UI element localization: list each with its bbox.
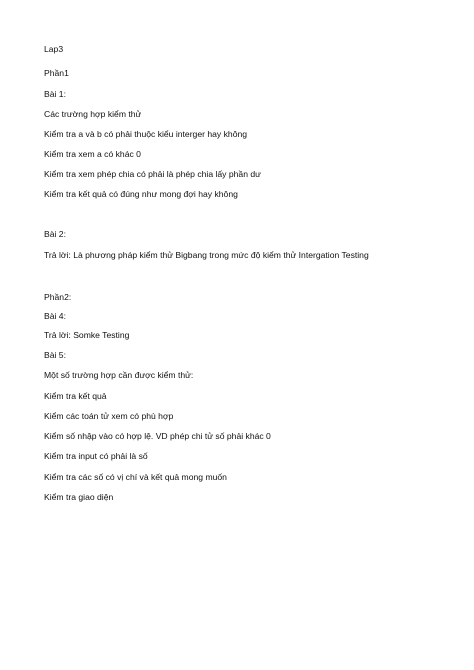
exercise5-item: Kiểm các toán tử xem có phù hợp <box>44 411 174 421</box>
exercise5-item: Kiểm tra giao diện <box>44 492 114 502</box>
exercise4-answer: Trả lời: Somke Testing <box>44 330 130 340</box>
exercise5-item: Kiểm tra input có phải là số <box>44 451 148 461</box>
exercise4-label: Bài 4: <box>44 311 66 321</box>
exercise1-label: Bài 1: <box>44 89 66 99</box>
exercise1-item: Kiểm tra a và b có phải thuộc kiểu interger hay không <box>44 129 248 139</box>
exercise1-item: Kiểm tra kết quả có đúng như mong đợi hay không <box>44 189 238 199</box>
exercise5-label: Bài 5: <box>44 350 66 360</box>
exercise1-item: Kiểm tra xem phép chia có phải là phép chia lấy phần dư <box>44 169 261 179</box>
exercise5-item: Kiểm số nhập vào có hợp lệ. VD phép chi tử số phải khác 0 <box>44 431 271 441</box>
exercise2-answer: Trả lời: Là phương pháp kiểm thử Bigbang trong mức độ kiểm thử Intergation Testing <box>44 250 369 260</box>
exercise5-item: Kiểm tra kết quả <box>44 391 107 401</box>
part2-heading: Phần2: <box>44 292 72 302</box>
exercise1-item: Kiểm tra xem a có khác 0 <box>44 149 141 159</box>
exercise5-intro: Một số trường hợp cần được kiểm thử: <box>44 370 194 380</box>
exercise1-intro: Các trường hợp kiểm thử <box>44 109 142 119</box>
document-title: Lap3 <box>44 44 64 54</box>
part1-heading: Phần1 <box>44 68 69 78</box>
exercise5-item: Kiểm tra các số có vị chí và kết quả mong muốn <box>44 472 227 482</box>
exercise2-label: Bài 2: <box>44 229 66 239</box>
